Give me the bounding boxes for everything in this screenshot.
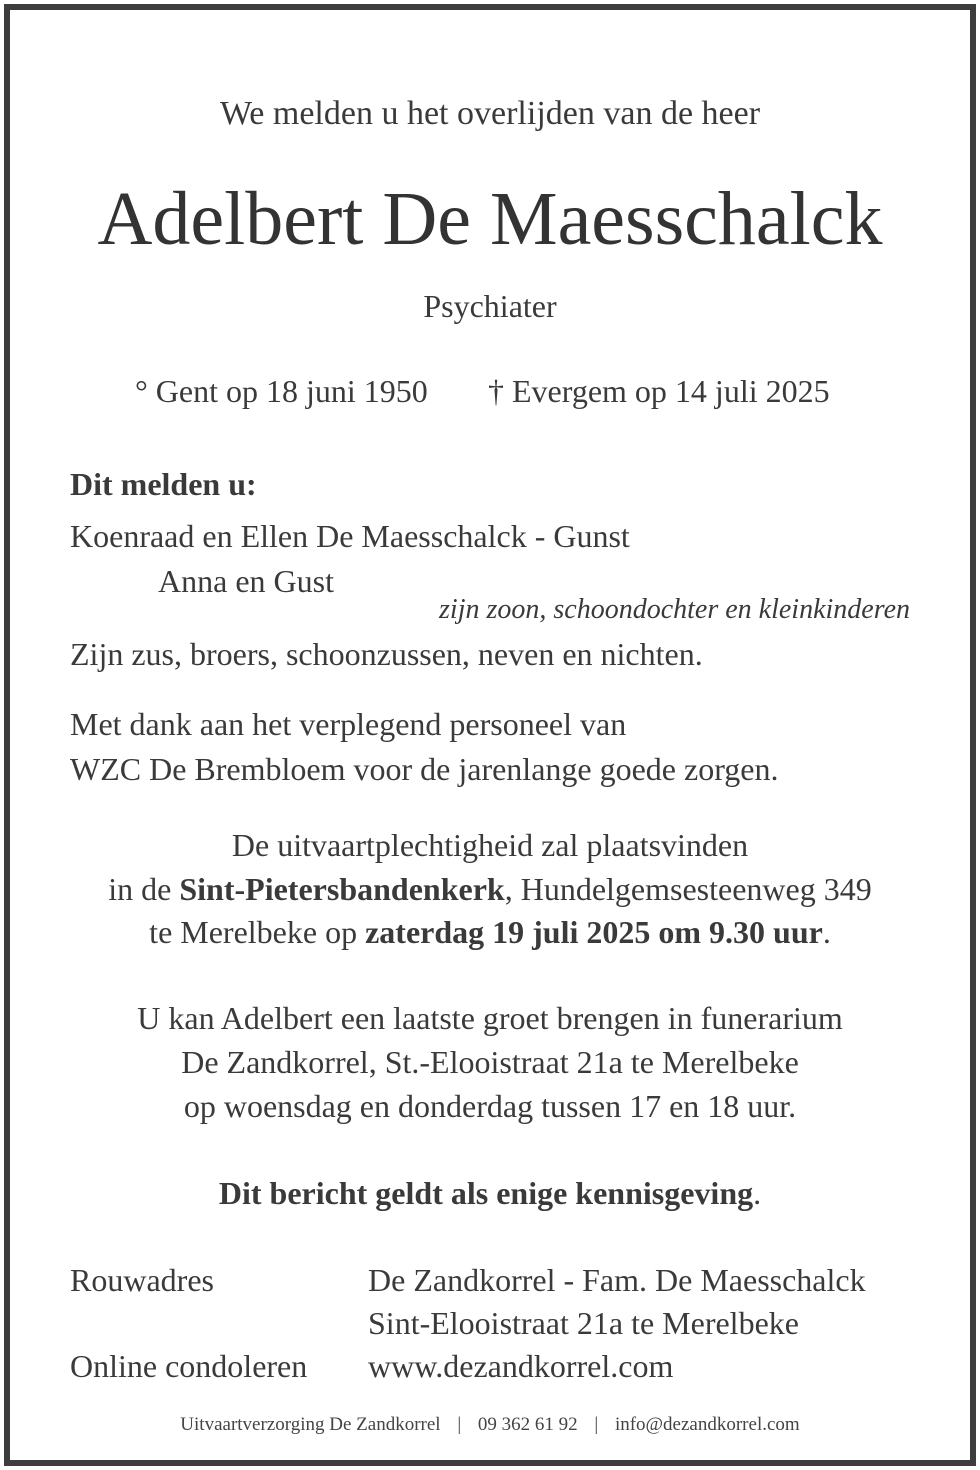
thanks-line-2: WZC De Brembloem voor de jarenlange goede zorgen. xyxy=(70,751,779,787)
footer-company: Uitvaartverzorging De Zandkorrel xyxy=(180,1414,441,1435)
online-label: Online condoleren xyxy=(70,1348,308,1384)
funeral-line-3 xyxy=(0,914,980,951)
footer-email[interactable]: info@dezandkorrel.com xyxy=(614,1414,800,1435)
notice-period: . xyxy=(753,1175,762,1211)
visit-line-2: De Zandkorrel, St.-Elooistraat 21a te Merelbeke xyxy=(181,1044,799,1080)
thanks-line-1: Met dank aan het verplegend personeel van xyxy=(70,706,627,742)
profession: Psychiater xyxy=(423,288,557,324)
notice-text: Dit bericht geldt als enige kennisgeving xyxy=(218,1175,754,1211)
notice-statement xyxy=(0,1175,980,1212)
funeral-line-3-post: . xyxy=(822,914,831,950)
death-info: † Evergem op 14 juli 2025 xyxy=(488,373,830,409)
visit-line-1: U kan Adelbert een laatste groet brengen in funerarium xyxy=(137,1000,843,1036)
mourners-heading: Dit melden u: xyxy=(70,466,257,502)
church-name: Sint-Pietersbandenkerk xyxy=(179,871,505,907)
footer xyxy=(0,1414,980,1436)
deceased-name: Adelbert De Maesschalck xyxy=(97,177,883,261)
funeral-line-3-pre: te Merelbeke op xyxy=(149,914,366,950)
funeral-datetime: zaterdag 19 juli 2025 om 9.30 uur xyxy=(365,914,823,950)
mourners-line-2: Anna en Gust xyxy=(158,563,334,599)
intro-text: We melden u het overlijden van de heer xyxy=(219,95,761,132)
funeral-line-2-pre: in de xyxy=(108,871,180,907)
address-line-2: Sint-Elooistraat 21a te Merelbeke xyxy=(368,1305,799,1341)
funeral-line-2-post: , Hundelgemsesteenweg 349 xyxy=(504,871,872,907)
visit-line-3: op woensdag en donderdag tussen 17 en 18 uur. xyxy=(183,1088,797,1124)
footer-separator-2: | xyxy=(594,1414,599,1435)
mourners-relation: zijn zoon, schoondochter en kleinkinderen xyxy=(439,594,910,625)
address-line-1: De Zandkorrel - Fam. De Maesschalck xyxy=(368,1262,866,1298)
condolence-url[interactable]: www.dezandkorrel.com xyxy=(368,1348,674,1384)
mourners-line-3: Zijn zus, broers, schoonzussen, neven en nichten. xyxy=(70,636,703,672)
funeral-line-1: De uitvaartplechtigheid zal plaatsvinden xyxy=(231,827,749,863)
funeral-line-2 xyxy=(0,871,980,908)
address-label: Rouwadres xyxy=(70,1262,214,1298)
mourners-line-1: Koenraad en Ellen De Maesschalck - Gunst xyxy=(70,518,630,554)
footer-phone[interactable]: 09 362 61 92 xyxy=(477,1414,578,1435)
footer-separator-1: | xyxy=(457,1414,462,1435)
birth-info: ° Gent op 18 juni 1950 xyxy=(135,373,428,409)
